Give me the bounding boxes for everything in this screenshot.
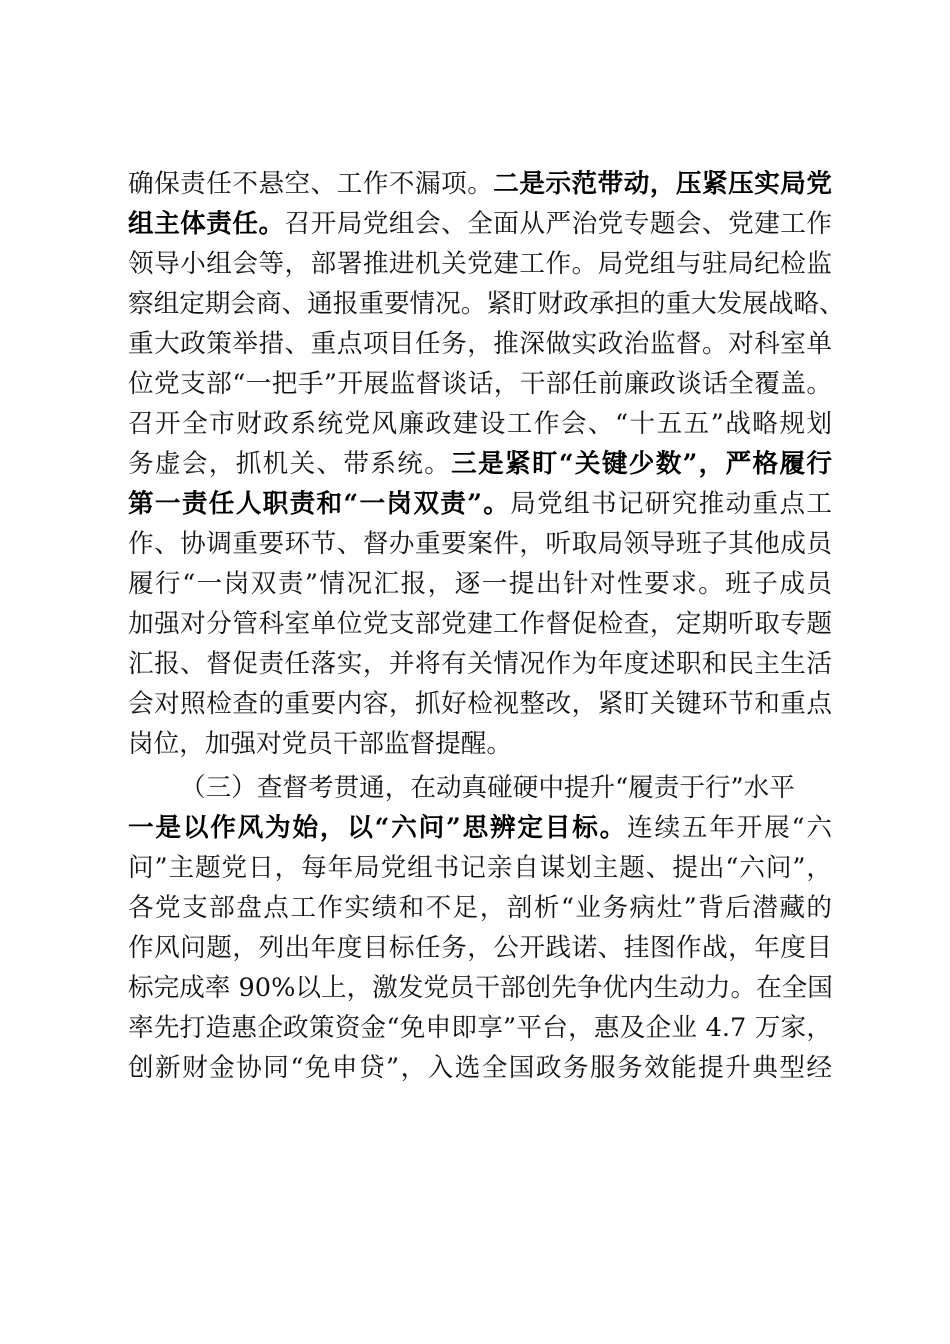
paragraph-responsibility (128, 164, 845, 764)
bold-point-three-cont: 第一责任人职责和“一岗双责”。 (128, 489, 511, 519)
text-line: 第一责任人职责和“一岗双责”。局党组书记研究推动重点工 (128, 489, 832, 519)
text-line: 问”主题党日，每年局党组书记亲自谋划主题、提出“六问”， (128, 853, 832, 883)
text-line: 位党支部“一把手”开展监督谈话，干部任前廉政谈话全覆盖。 (128, 369, 832, 399)
text-line: 作风问题，列出年度目标任务，公开践诺、挂图作战，年度目 (128, 933, 832, 963)
text-line: 岗位，加强对党员干部监督提醒。 (128, 729, 512, 759)
text-line: 召开全市财政系统党风廉政建设工作会、“十五五”战略规划 (128, 409, 832, 439)
text-line: 会对照检查的重要内容，抓好检视整改，紧盯关键环节和重点 (128, 689, 832, 719)
bold-point-two: 二是示范带动，压紧压实局党 (493, 169, 832, 199)
text-line: 务虚会，抓机关、带系统。三是紧盯“关键少数”，严格履行 (128, 449, 832, 479)
bold-point-one: 一是以作风为始，以“六问”思辨定目标。 (128, 813, 628, 843)
document-page (128, 164, 845, 1088)
text-line: 标完成率 90%以上，激发党员干部创先争优内生动力。在全国 (128, 973, 833, 1003)
text-line: 各党支部盘点工作实绩和不足，剖析“业务病灶”背后潜藏的 (128, 893, 832, 923)
text-line: 确保责任不悬空、工作不漏项。二是示范带动，压紧压实局党 (128, 169, 832, 199)
text-line: 履行“一岗双责”情况汇报，逐一提出针对性要求。班子成员 (128, 569, 832, 599)
text-line: 领导小组会等，部署推进机关党建工作。局党组与驻局纪检监 (128, 249, 832, 279)
section-heading: （三）查督考贯通，在动真碰硬中提升“履责于行”水平 (180, 773, 795, 803)
text-line: 加强对分管科室单位党支部党建工作督促检查，定期听取专题 (128, 609, 832, 639)
bold-point-three: 三是紧盯“关键少数”，严格履行 (451, 449, 832, 479)
text-line: 作、协调重要环节、督办重要案件，听取局领导班子其他成员 (128, 529, 832, 559)
text-line: 汇报、督促责任落实，并将有关情况作为年度述职和民主生活 (128, 649, 832, 679)
text-line: 一是以作风为始，以“六问”思辨定目标。连续五年开展“六 (128, 813, 832, 843)
paragraph-work-style (128, 808, 832, 1088)
text-line: 察组定期会商、通报重要情况。紧盯财政承担的重大发展战略、 (128, 289, 845, 319)
text-line: 重大政策举措、重点项目任务，推深做实政治监督。对科室单 (128, 329, 832, 359)
text-line: 组主体责任。召开局党组会、全面从严治党专题会、党建工作 (128, 209, 832, 239)
text-line: 率先打造惠企政策资金“免申即享”平台，惠及企业 4.7 万家， (128, 1013, 832, 1043)
text-line: 创新财金协同“免申贷”，入选全国政务服务效能提升典型经 (128, 1053, 832, 1083)
bold-point-two-cont: 组主体责任。 (128, 209, 285, 239)
